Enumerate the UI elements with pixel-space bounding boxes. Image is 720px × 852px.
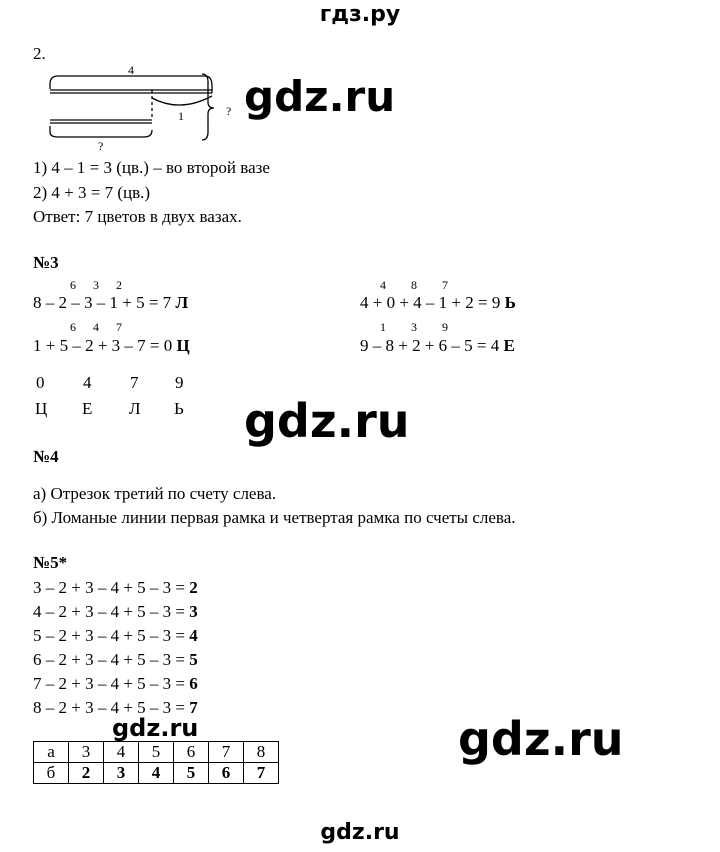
equation-expr: 8 – 2 – 3 – 1 + 5 = 7 (33, 293, 176, 312)
task5-expr: 3 – 2 + 3 – 4 + 5 – 3 = (33, 578, 190, 597)
task2-answer: Ответ: 7 цветов в двух вазах. (33, 207, 242, 226)
task5-expr: 8 – 2 + 3 – 4 + 5 – 3 = (33, 698, 190, 717)
equation (33, 336, 190, 356)
table-cell: 7 (244, 763, 279, 784)
task4-line-a: а) Отрезок третий по счету слева. (33, 484, 277, 503)
diagram-label-right: 1 (178, 109, 184, 123)
equation-letter: Ь (504, 293, 516, 312)
sup-number: 6 (70, 278, 76, 292)
watermark: gdz.ru (458, 712, 624, 766)
task5-row (33, 626, 198, 646)
task4-heading: №4 (33, 447, 59, 466)
task2-line-2: 2) 4 + 3 = 7 (цв.) (33, 183, 151, 202)
sup-number: 1 (380, 320, 386, 334)
task5-row (33, 674, 198, 694)
code-letter: Ь (174, 399, 184, 418)
sup-number: 9 (442, 320, 448, 334)
table-cell: 8 (244, 742, 279, 763)
task2-number: 2. (33, 44, 46, 63)
task3-heading: №3 (33, 253, 59, 272)
task2-line-1: 1) 4 – 1 = 3 (цв.) – во второй вазе (33, 158, 270, 177)
diagram-label-brace: ? (226, 104, 232, 118)
task5-expr: 6 – 2 + 3 – 4 + 5 – 3 = (33, 650, 190, 669)
sup-number: 2 (116, 278, 122, 292)
task5-expr: 5 – 2 + 3 – 4 + 5 – 3 = (33, 626, 190, 645)
equation-expr: 9 – 8 + 2 + 6 – 5 = 4 (360, 336, 504, 355)
equation-letter: Л (175, 293, 189, 312)
task5-row (33, 650, 198, 670)
watermark: gdz.ru (244, 72, 396, 121)
sup-number: 8 (411, 278, 417, 292)
task5-result: 2 (189, 578, 198, 597)
task5-result: 6 (189, 674, 198, 693)
code-letter: Е (82, 399, 93, 418)
code-number: 7 (130, 373, 139, 392)
table-row-label: б (34, 763, 69, 784)
diagram-label-bottom: ? (98, 139, 104, 153)
site-header: гдз.ру (319, 2, 401, 27)
table-cell: 6 (174, 742, 209, 763)
table-row-b (34, 763, 279, 784)
task5-heading: №5* (33, 553, 68, 572)
sup-number: 6 (70, 320, 76, 334)
task5-expr: 7 – 2 + 3 – 4 + 5 – 3 = (33, 674, 190, 693)
table-cell: 6 (209, 763, 244, 784)
sup-number: 7 (116, 320, 122, 334)
equation (360, 293, 516, 313)
equation-expr: 4 + 0 + 4 – 1 + 2 = 9 (360, 293, 505, 312)
watermark: gdz.ru (244, 394, 410, 448)
sup-number: 7 (442, 278, 448, 292)
table-cell: 7 (209, 742, 244, 763)
sup-number: 3 (93, 278, 99, 292)
sup-number: 3 (411, 320, 417, 334)
sup-number: 4 (93, 320, 99, 334)
code-number: 4 (83, 373, 92, 392)
task5-result: 7 (189, 698, 198, 717)
task5-row (33, 578, 198, 598)
table-cell: 3 (104, 763, 139, 784)
task2-diagram (40, 58, 240, 153)
task5-table (33, 741, 279, 784)
equation-expr: 1 + 5 – 2 + 3 – 7 = 0 (33, 336, 177, 355)
extra-arc (152, 96, 212, 105)
task4-line-b: б) Ломаные линии первая рамка и четвертая рамка по счеты слева. (33, 508, 516, 527)
sup-number: 4 (380, 278, 386, 292)
watermark: gdz.ru (112, 714, 199, 742)
equation-letter: Ц (176, 336, 190, 355)
code-letter: Л (129, 399, 141, 418)
diagram-label-top: 4 (128, 63, 134, 77)
watermark: gdz.ru (320, 820, 400, 845)
task5-result: 4 (189, 626, 198, 645)
vase2-bracket (50, 126, 152, 137)
equation (33, 293, 188, 313)
table-row-label: а (34, 742, 69, 763)
table-cell: 4 (104, 742, 139, 763)
equation (360, 336, 515, 356)
task5-result: 5 (189, 650, 198, 669)
table-cell: 4 (139, 763, 174, 784)
code-letter: Ц (35, 399, 48, 418)
task5-expr: 4 – 2 + 3 – 4 + 5 – 3 = (33, 602, 190, 621)
code-number: 0 (36, 373, 45, 392)
table-cell: 5 (139, 742, 174, 763)
task5-row (33, 602, 198, 622)
task5-result: 3 (189, 602, 198, 621)
code-number: 9 (175, 373, 184, 392)
table-row-a (34, 742, 279, 763)
table-cell: 3 (69, 742, 104, 763)
table-cell: 5 (174, 763, 209, 784)
equation-letter: Е (503, 336, 515, 355)
table-cell: 2 (69, 763, 104, 784)
